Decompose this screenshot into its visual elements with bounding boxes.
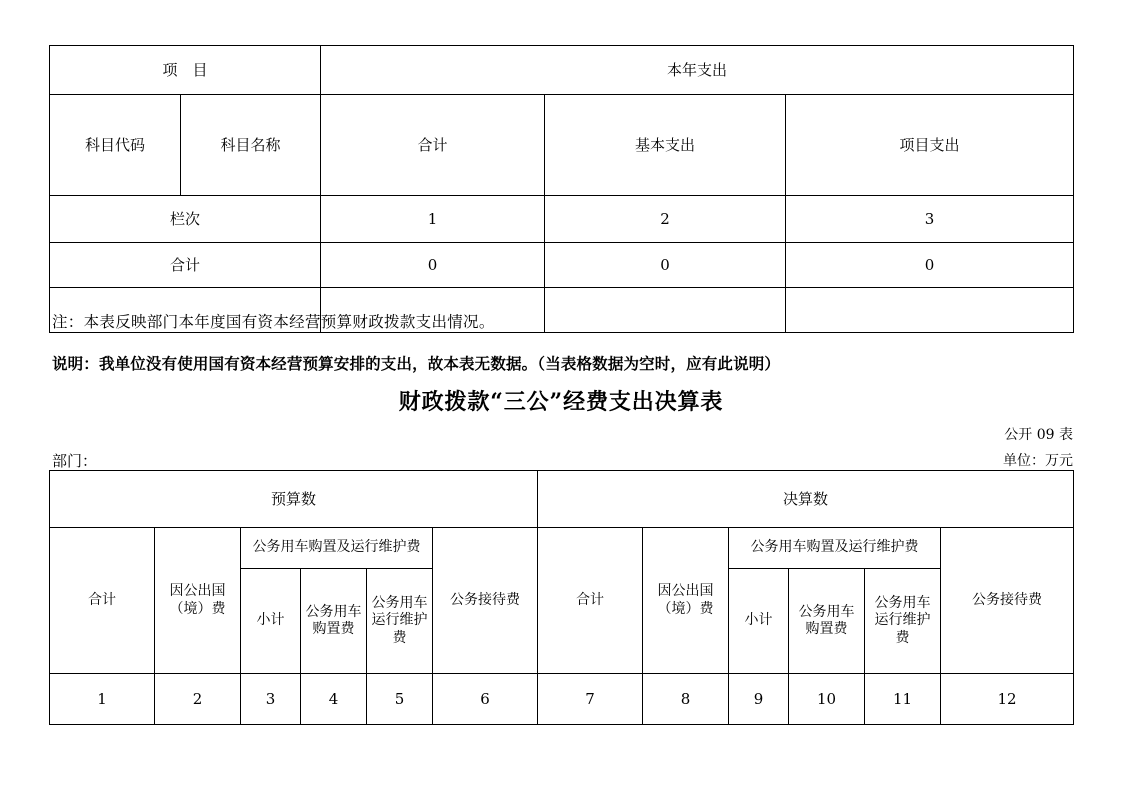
col-final-vehicle-group: 公务用车购置及运行维护费 (729, 528, 941, 569)
cell-column-number-1: 1 (321, 196, 545, 243)
header-subject-code: 科目代码 (50, 95, 181, 196)
col-budget-reception: 公务接待费 (433, 528, 538, 674)
col-final-maintenance: 公务用车运行维护费 (865, 569, 941, 674)
col-final-subtotal: 小计 (729, 569, 789, 674)
column-number-3: 3 (241, 674, 301, 725)
column-number-8: 8 (643, 674, 729, 725)
col-final-purchase: 公务用车购置费 (789, 569, 865, 674)
col-budget-maintenance: 公务用车运行维护费 (367, 569, 433, 674)
table-row (50, 46, 1074, 95)
column-number-6: 6 (433, 674, 538, 725)
header-project-expense: 项目支出 (786, 95, 1074, 196)
column-number-10: 10 (789, 674, 865, 725)
table-explanation: 说明：我单位没有使用国有资本经营预算安排的支出，故本表无数据。（当表格数据为空时，应有此说明） (52, 354, 781, 373)
column-number-9: 9 (729, 674, 789, 725)
table-row (50, 471, 1074, 528)
col-budget-total: 合计 (50, 528, 155, 674)
three-public-expense-table (49, 470, 1074, 725)
header-subject-name: 科目名称 (181, 95, 321, 196)
table-row (50, 95, 1074, 196)
cell-column-number-3: 3 (786, 196, 1074, 243)
group-header-final: 决算数 (538, 471, 1074, 528)
group-header-budget: 预算数 (50, 471, 538, 528)
col-budget-purchase: 公务用车购置费 (301, 569, 367, 674)
column-number-12: 12 (941, 674, 1074, 725)
header-item-group: 项 目 (50, 46, 321, 95)
state-capital-budget-table (49, 45, 1074, 333)
cell-empty-3 (786, 288, 1074, 333)
row-label-total: 合计 (50, 243, 321, 288)
column-number-11: 11 (865, 674, 941, 725)
col-budget-subtotal: 小计 (241, 569, 301, 674)
header-total: 合计 (321, 95, 545, 196)
table-note: 注：本表反映部门本年度国有资本经营预算财政拨款支出情况。 (52, 313, 495, 331)
col-final-reception: 公务接待费 (941, 528, 1074, 674)
table-code-label: 公开 09 表 (1004, 427, 1073, 443)
column-number-5: 5 (367, 674, 433, 725)
column-number-2: 2 (155, 674, 241, 725)
page-title: 财政拨款“三公”经费支出决算表 (398, 389, 724, 415)
column-number-4: 4 (301, 674, 367, 725)
table-row (50, 196, 1074, 243)
col-final-total: 合计 (538, 528, 643, 674)
table-row (50, 528, 1074, 569)
cell-total-1: 0 (321, 243, 545, 288)
col-budget-abroad: 因公出国（境）费 (155, 528, 241, 674)
row-label-column-number: 栏次 (50, 196, 321, 243)
col-final-abroad: 因公出国（境）费 (643, 528, 729, 674)
table-row (50, 243, 1074, 288)
header-basic-expense: 基本支出 (545, 95, 786, 196)
unit-label: 单位：万元 (1003, 453, 1073, 469)
cell-empty-2 (545, 288, 786, 333)
department-label: 部门： (52, 452, 98, 470)
column-number-1: 1 (50, 674, 155, 725)
cell-total-2: 0 (545, 243, 786, 288)
table-row (50, 674, 1074, 725)
header-year-expense: 本年支出 (321, 46, 1074, 95)
cell-column-number-2: 2 (545, 196, 786, 243)
column-number-7: 7 (538, 674, 643, 725)
col-budget-vehicle-group: 公务用车购置及运行维护费 (241, 528, 433, 569)
cell-total-3: 0 (786, 243, 1074, 288)
